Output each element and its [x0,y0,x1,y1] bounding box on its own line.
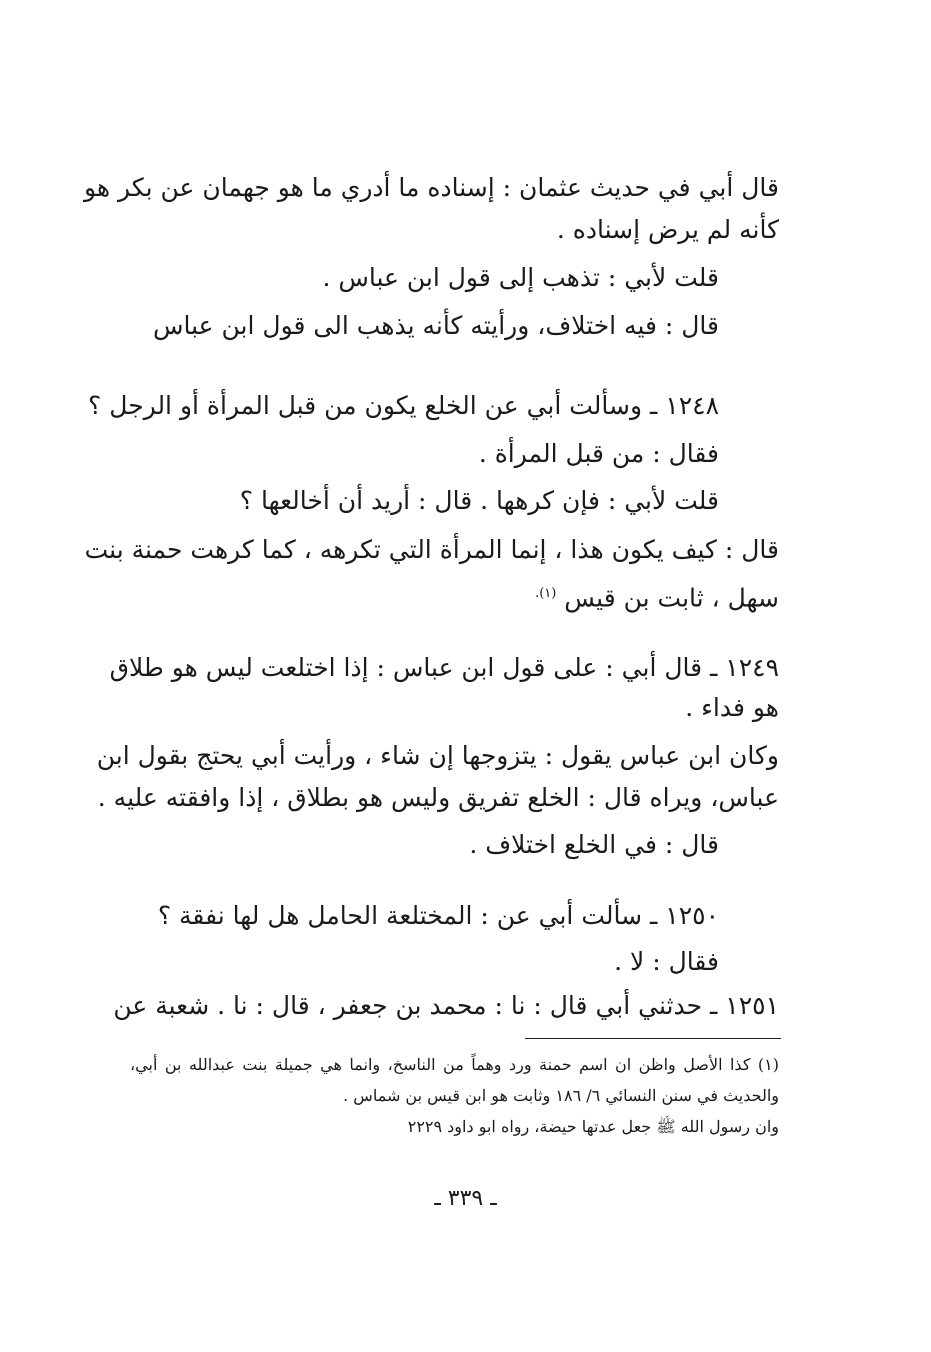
text-line-3: قلت لأبي : تذهب إلى قول ابن عباس . [322,263,719,292]
text-line-6: فقال : من قبل المرأة . [478,439,719,468]
page-number: ـ ٣٣٩ ـ [434,1186,497,1211]
footnote-line-1: (١) كذا الأصل واظن ان اسم حمنة ورد وهماً من الناسخ، وانما هي جميلة بنت عبدالله بن أبي، [130,1055,779,1074]
footnote-line-3: وان رسول الله ﷺ جعل عدتها حيضة، رواه ابو داود ٢٢٢٩ [407,1117,779,1136]
entry-1250-heading: ١٢٥٠ ـ سألت أبي عن : المختلعة الحامل هل لها نفقة ؟ [157,901,719,930]
entry-1248-heading: ١٢٤٨ ـ وسألت أبي عن الخلع يكون من قبل المرأة أو الرجل ؟ [88,391,719,420]
text-line-14: قال : في الخلع اختلاف . [469,830,719,859]
footnote-reference: (١). [535,586,557,601]
text-line-8: قال : كيف يكون هذا ، إنما المرأة التي تكرهه ، كما كرهت حمنة بنت [84,535,779,564]
text-line-9-text: سهل ، ثابت بن قيس [564,583,779,613]
footnote-line-2: والحديث في سنن النسائي ٦/ ١٨٦ وثابت هو ابن قيس بن شماس . [343,1086,779,1105]
text-line-7: قلت لأبي : فإن كرهها . قال : أريد أن أخالعها ؟ [239,486,719,515]
text-line-12: وكان ابن عباس يقول : يتزوجها إن شاء ، ورأيت أبي يحتج بقول ابن [96,741,779,770]
footnote-separator [525,1038,781,1039]
text-line-11: هو فداء . [685,693,779,722]
text-line-1: قال أبي في حديث عثمان : إسناده ما أدري ما هو جهمان عن بكر هو [83,173,779,202]
text-line-13: عباس، ويراه قال : الخلع تفريق وليس هو بطلاق ، إذا وافقته عليه . [97,783,779,812]
text-line-16: فقال : لا . [614,947,719,976]
text-line-2: كأنه لم يرض إسناده . [556,215,779,244]
entry-1251-heading: ١٢٥١ ـ حدثني أبي قال : نا : محمد بن جعفر ، قال : نا . شعبة عن [113,991,779,1020]
text-line-9 [535,578,779,614]
entry-1249-heading: ١٢٤٩ ـ قال أبي : على قول ابن عباس : إذا اختلعت ليس هو طلاق [109,653,779,682]
text-line-4: قال : فيه اختلاف، ورأيته كأنه يذهب الى قول ابن عباس [152,311,719,340]
